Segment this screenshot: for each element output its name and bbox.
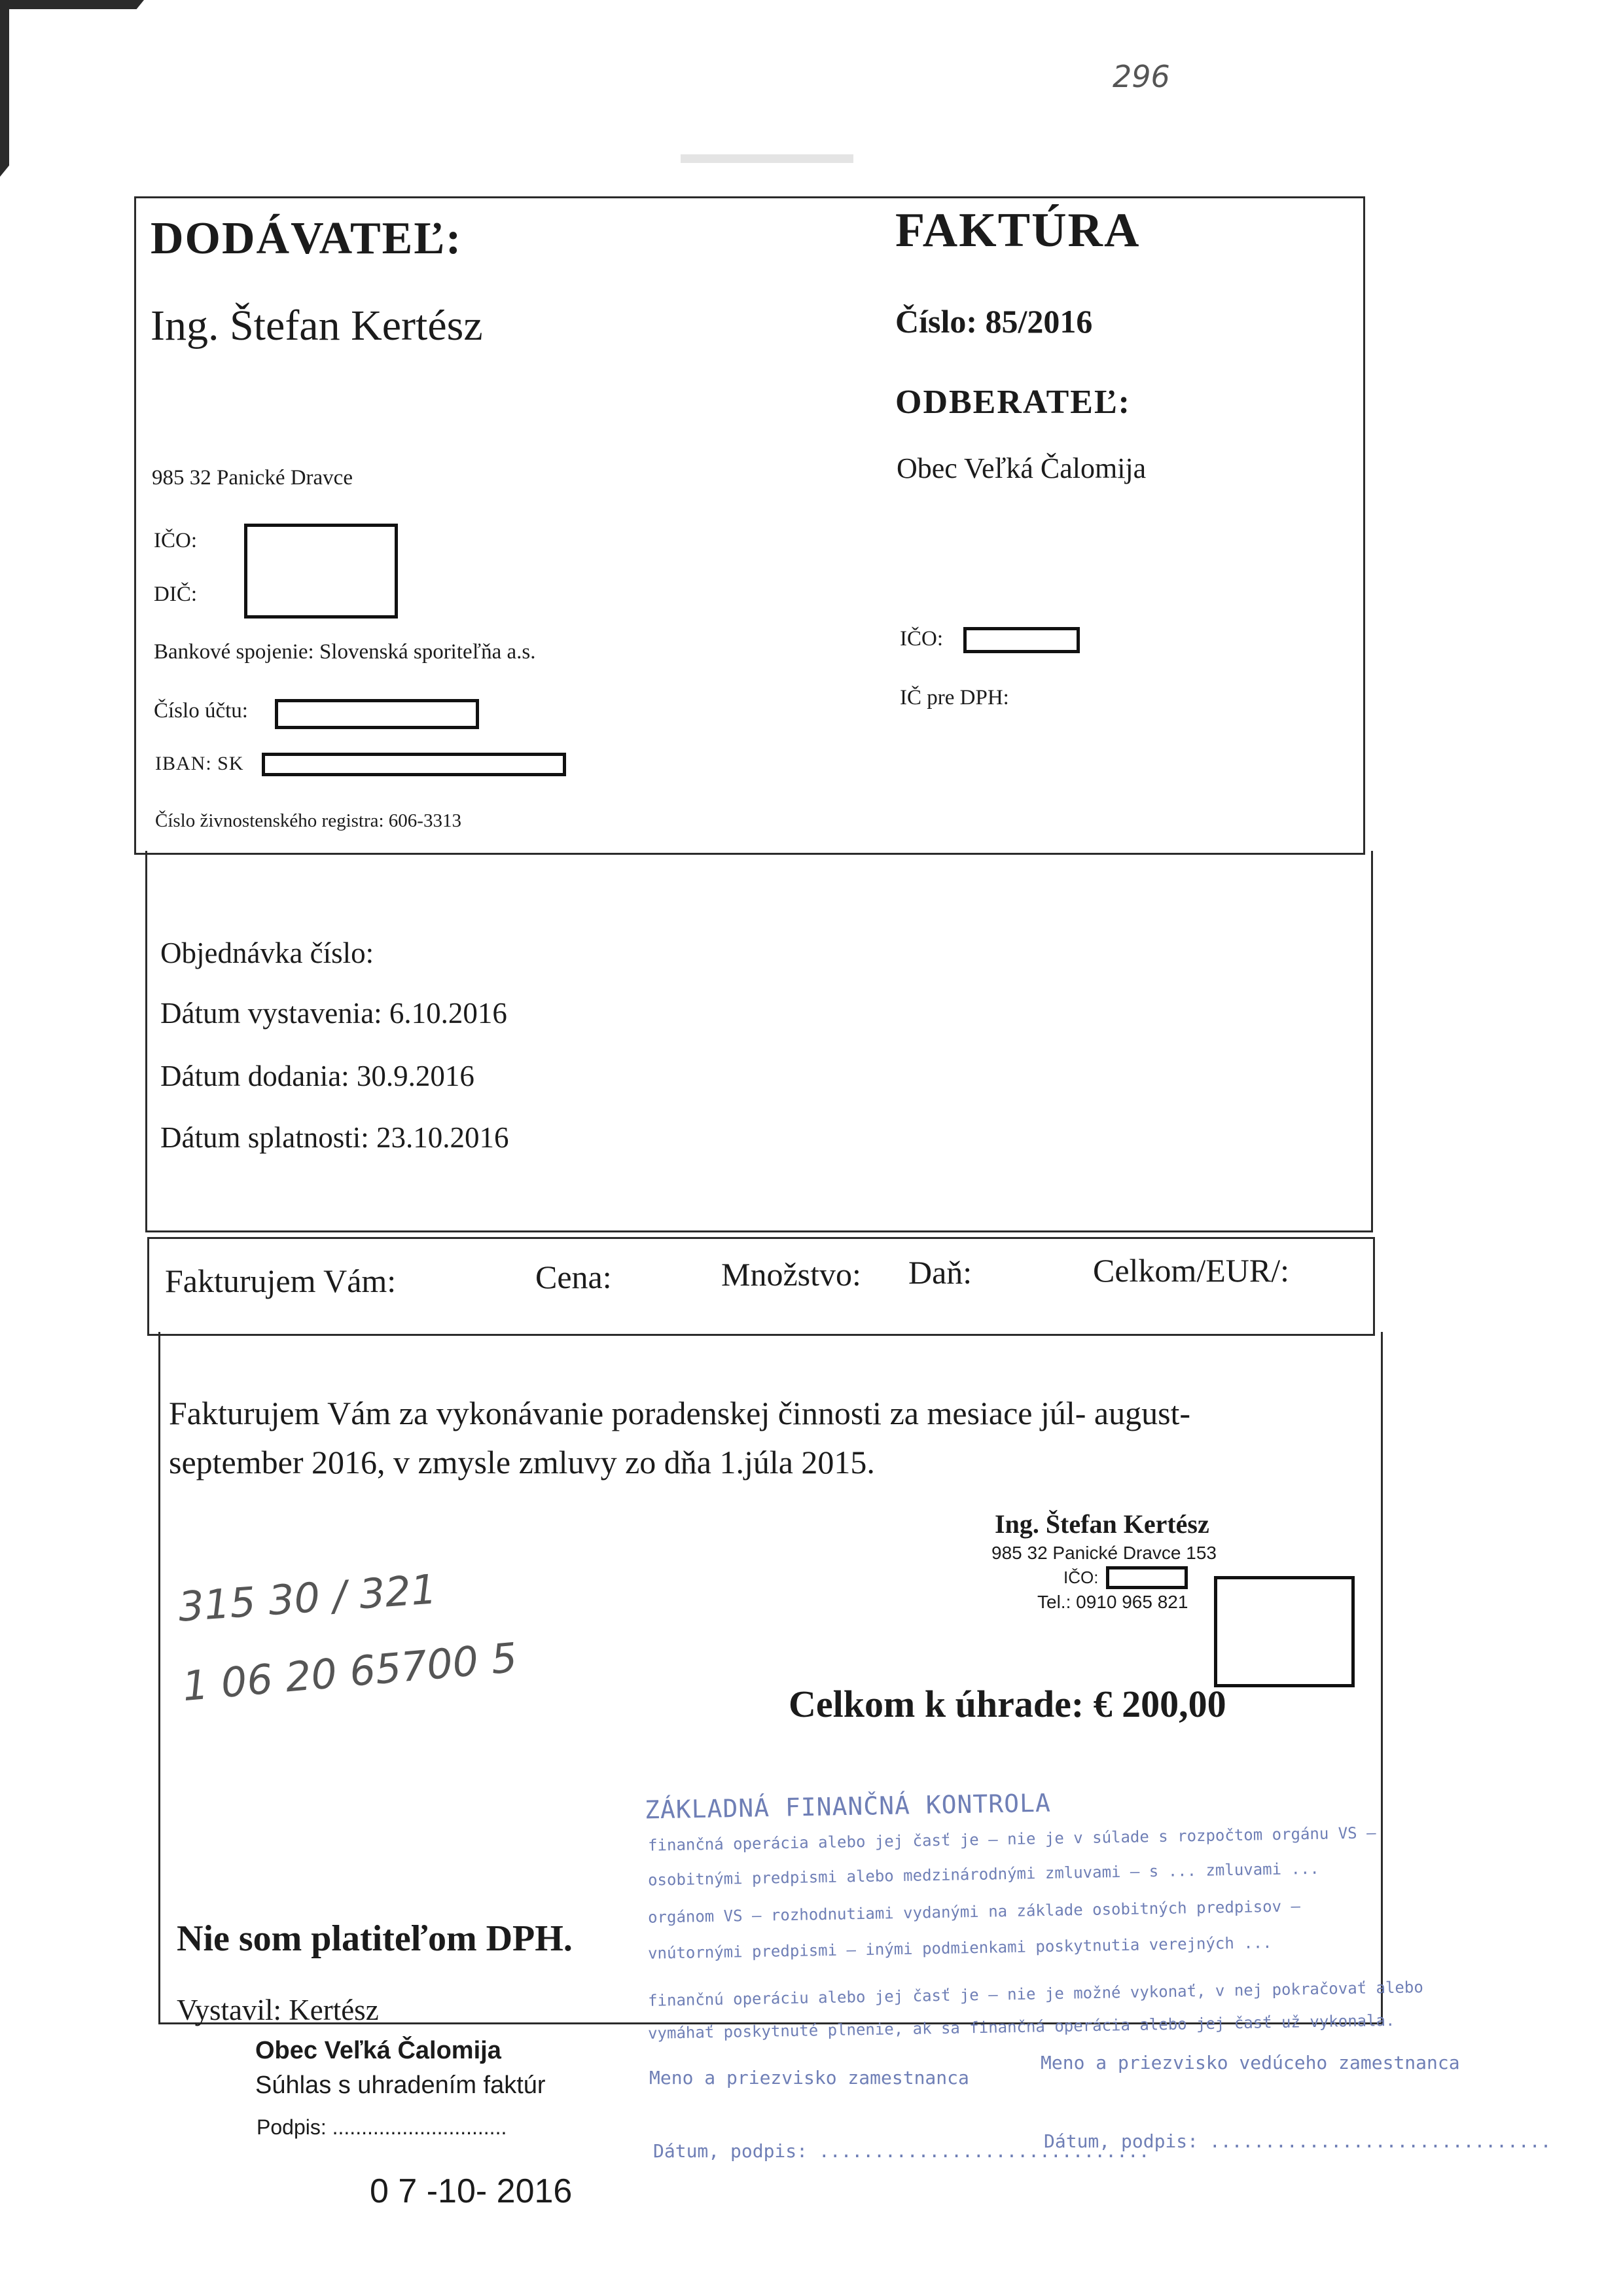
approval-stamp-org: Obec Veľká Čalomija [255, 2037, 501, 2064]
page-number: 296 [1113, 59, 1170, 94]
description-line-2: september 2016, v zmysle zmluvy zo dňa 1.júla 2015. [169, 1444, 875, 1480]
invoice-number: Číslo: 85/2016 [895, 303, 1093, 340]
control-stamp-date-sign-2: Dátum, podpis: ............................... [1044, 2130, 1552, 2152]
control-stamp-line-2: osobitnými predpismi alebo medzinárodnými zmluvami – s ... zmluvami ... [647, 1859, 1320, 1890]
control-stamp-employee: Meno a priezvisko zamestnanca [649, 2067, 969, 2089]
supplier-account-label: Číslo účtu: [154, 699, 248, 723]
show-through-text: ▬▬▬▬▬▬ [681, 137, 853, 170]
control-stamp-line-1: finančná operácia alebo jej časť je – nie je v súlade s rozpočtom orgánu VS – [647, 1823, 1376, 1855]
invoice-title: FAKTÚRA [895, 204, 1141, 257]
description-line-1: Fakturujem Vám za vykonávanie poradenskej činnosti za mesiace júl- august- [169, 1395, 1191, 1431]
control-stamp-line-6: vymáhať poskytnuté plnenie, ak sa finančná operácia alebo jej časť už vykonala. [647, 2011, 1395, 2043]
handwritten-number-2: 1 06 20 65700 5 [180, 1633, 519, 1711]
supplier-address: 985 32 Panické Dravce [152, 466, 353, 490]
vat-note: Nie som platiteľom DPH. [177, 1918, 573, 1959]
control-stamp-line-3: orgánom VS – rozhodnutiami vydanými na základe osobitných predpisov – [647, 1897, 1301, 1927]
total-amount: Celkom k úhrade: € 200,00 [789, 1683, 1226, 1725]
redaction-box [1106, 1566, 1188, 1589]
handwritten-number-1: 315 30 / 321 [176, 1565, 438, 1631]
customer-ico-label: IČO: [900, 627, 943, 651]
redaction-box [1214, 1576, 1355, 1687]
dates-box [145, 851, 1373, 1232]
redaction-box [963, 627, 1080, 653]
customer-heading: ODBERATEĽ: [895, 384, 1131, 421]
redaction-box [244, 524, 398, 619]
stamp-name: Ing. Štefan Kertész [995, 1509, 1209, 1539]
supplier-bank: Bankové spojenie: Slovenská sporiteľňa a.s. [154, 640, 536, 664]
redaction-box [275, 699, 479, 729]
supplier-ico-label: IČO: [154, 529, 197, 552]
folded-corner-inner [9, 9, 140, 173]
control-stamp-title: ZÁKLADNÁ FINANČNÁ KONTROLA [644, 1788, 1052, 1825]
supplier-heading: DODÁVATEĽ: [151, 213, 463, 264]
supplier-dic-label: DIČ: [154, 583, 197, 606]
due-date: Dátum splatnosti: 23.10.2016 [160, 1121, 509, 1154]
supplier-name: Ing. Štefan Kertész [151, 302, 483, 350]
stamp-ico-label: IČO: [1063, 1568, 1099, 1587]
delivery-date: Dátum dodania: 30.9.2016 [160, 1060, 474, 1092]
customer-vat-label: IČ pre DPH: [900, 686, 1009, 709]
redaction-box [262, 753, 566, 776]
supplier-iban-label: IBAN: SK [155, 753, 244, 774]
col-price: Cena: [535, 1259, 612, 1295]
control-stamp-line-5: finančnú operáciu alebo jej časť je – nie je možné vykonať, v nej pokračovať alebo [647, 1978, 1424, 2010]
col-tax: Daň: [908, 1254, 972, 1291]
control-stamp-date-sign-1: Dátum, podpis: .............................. [653, 2140, 1150, 2162]
order-number-label: Objednávka číslo: [160, 937, 374, 969]
col-total: Celkom/EUR/: [1093, 1252, 1289, 1289]
col-quantity: Množstvo: [721, 1256, 861, 1293]
stamp-address: 985 32 Panické Dravce 153 [991, 1543, 1217, 1563]
customer-name: Obec Veľká Čalomija [897, 452, 1147, 484]
supplier-trade-register: Číslo živnostenského registra: 606-3313 [155, 810, 461, 831]
control-stamp-line-4: vnútornými predpismi – inými podmienkami poskytnutia verejných ... [647, 1933, 1272, 1963]
issued-by: Vystavil: Kertész [177, 1994, 379, 2026]
approval-stamp-date: 0 7 -10- 2016 [370, 2172, 573, 2210]
col-item: Fakturujem Vám: [165, 1263, 397, 1299]
approval-stamp-text: Súhlas s uhradením faktúr [255, 2072, 546, 2099]
stamp-phone: Tel.: 0910 965 821 [1037, 1592, 1188, 1612]
control-stamp-manager: Meno a priezvisko vedúceho zamestnanca [1041, 2052, 1460, 2073]
issue-date: Dátum vystavenia: 6.10.2016 [160, 997, 507, 1030]
approval-stamp-signature: Podpis: .............................. [257, 2115, 507, 2139]
